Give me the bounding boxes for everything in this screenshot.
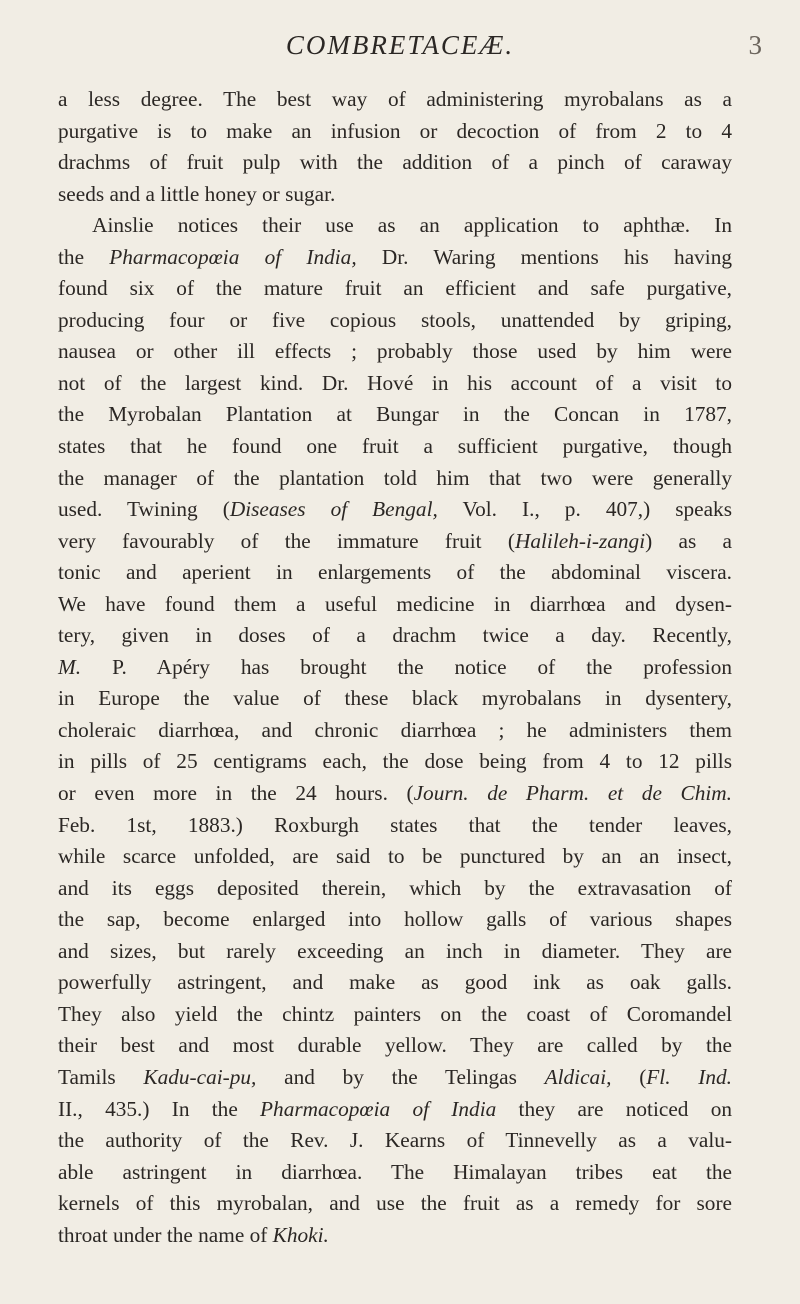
text-line: tonic and aperient in enlargements of the abdominal viscera. [58,560,732,585]
text-line: able astringent in diarrhœa. The Himalayan tribes eat the [58,1159,732,1184]
text-line: not of the largest kind. Dr. Hové in his account of a visit to [58,370,732,395]
text-line: their best and most durable yellow. They are called by the [58,1033,732,1058]
text-line: used. Twining (Diseases of Bengal, Vol. I., p. 407,) speaks [58,497,732,522]
text-line: kernels of this myrobalan, and use the fruit as a remedy for sore [58,1191,732,1216]
text-line: seeds and a little honey or sugar. [58,181,336,206]
text-line: or even more in the 24 hours. (Journ. de Pharm. et de Chim. [58,781,732,806]
text-line: the Myrobalan Plantation at Bungar in the Concan in 1787, [58,402,732,427]
text-line: the sap, become enlarged into hollow galls of various shapes [58,907,732,932]
text-line: Ainslie notices their use as an application to aphthæ. In [92,213,732,238]
text-line: purgative is to make an infusion or decoction of from 2 to 4 [58,118,732,143]
text-line: a less degree. The best way of administering myrobalans as a [58,87,732,111]
paragraph-2 [58,210,732,1251]
text-line: the Pharmacopœia of India, Dr. Waring mentions his having [58,244,733,269]
text-line: very favourably of the immature fruit (Halileh-i-zangi) as a [58,528,732,553]
text-line: drachms of fruit pulp with the addition of a pinch of caraway [58,150,732,175]
text-line: found six of the mature fruit an efficient and safe purgative, [58,276,732,301]
paragraph-1 [58,84,732,210]
text-line: the manager of the plantation told him that two were generally [58,465,732,490]
text-line: in pills of 25 centigrams each, the dose being from 4 to 12 pills [58,749,732,774]
text-line: the authority of the Rev. J. Kearns of Tinnevelly as a valu- [58,1128,732,1153]
text-line: states that he found one fruit a sufficient purgative, though [58,434,732,459]
text-line: and sizes, but rarely exceeding an inch in diameter. They are [58,938,732,963]
text-line: and its eggs deposited therein, which by the extravasation of [58,875,732,900]
text-line: We have found them a useful medicine in diarrhœa and dysen- [58,591,732,616]
text-line: Tamils Kadu-cai-pu, and by the Telingas Aldicai, (Fl. Ind. [58,1064,732,1089]
text-line: throat under the name of Khoki. [58,1222,329,1247]
text-line: II., 435.) In the Pharmacopœia of India they are noticed on [58,1096,733,1121]
text-line: choleraic diarrhœa, and chronic diarrhœa ; he administers them [58,717,732,742]
text-line: They also yield the chintz painters on the coast of Coromandel [58,1001,732,1026]
running-title: COMBRETACEÆ. [285,30,515,60]
text-line: powerfully astringent, and make as good ink as oak galls. [58,970,732,995]
text-line: nausea or other ill effects ; probably those used by him were [58,339,732,364]
body-text [58,84,732,1251]
page-number: 3 [748,30,762,60]
text-line: producing four or five copious stools, unattended by griping, [58,307,732,332]
text-line: Feb. 1st, 1883.) Roxburgh states that the tender leaves, [58,812,732,837]
text-line: in Europe the value of these black myrobalans in dysentery, [58,686,732,711]
text-line: M. P. Apéry has brought the notice of the profession [58,654,732,679]
text-line: while scarce unfolded, are said to be punctured by an an insect, [58,844,732,869]
text-line: tery, given in doses of a drachm twice a day. Recently, [58,623,732,648]
